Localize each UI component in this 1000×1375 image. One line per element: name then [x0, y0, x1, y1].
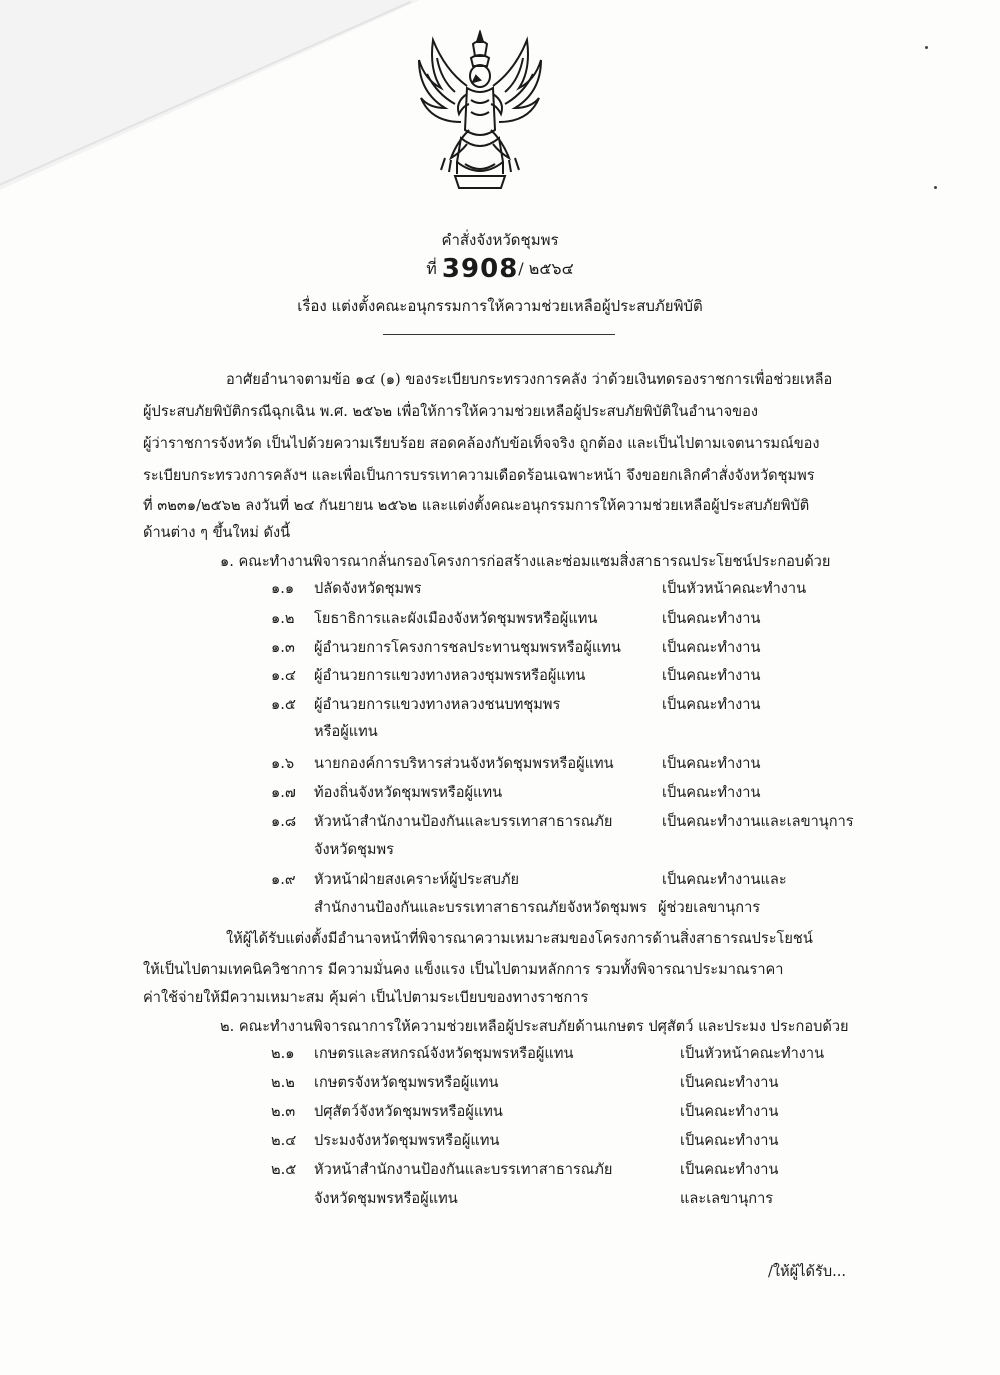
order-title: คำสั่งจังหวัดชุมพร — [441, 231, 559, 249]
item-role: เป็นคณะทำงาน — [662, 610, 761, 627]
item-name: ผู้อำนวยการแขวงทางหลวงชนบทชุมพร — [314, 696, 561, 713]
scan-speck — [925, 46, 928, 49]
item-number: ๑.๕ — [271, 696, 296, 713]
intro-line-2: ผู้ประสบภัยพิบัติกรณีฉุกเฉิน พ.ศ. ๒๕๖๒ เพื่อให้การให้ความช่วยเหลือผู้ประสบภัยพิบัติในอำนาจของ — [143, 403, 759, 420]
item-role: เป็นหัวหน้าคณะทำงาน — [662, 580, 807, 597]
intro-line-6: ด้านต่าง ๆ ขึ้นใหม่ ดังนี้ — [143, 524, 291, 541]
item-role: เป็นคณะทำงาน — [662, 755, 761, 772]
item-number: ๑.๓ — [271, 639, 295, 656]
item-role: เป็นคณะทำงาน — [662, 784, 761, 801]
item-number: ๒.๔ — [271, 1132, 297, 1149]
item-name: ปศุสัตว์จังหวัดชุมพรหรือผู้แทน — [314, 1103, 503, 1120]
page-fold-shadow — [0, 0, 420, 190]
item-role-continued: และเลขานุการ — [680, 1190, 774, 1207]
title-divider — [383, 334, 615, 335]
item-name-continued: หรือผู้แทน — [314, 723, 378, 740]
item-number: ๑.๙ — [271, 871, 296, 888]
order-number-prefix: ที่ — [426, 259, 437, 278]
scan-speck — [934, 186, 937, 189]
section1-duty-line-1: ให้ผู้ได้รับแต่งตั้งมีอำนาจหน้าที่พิจารณาความเหมาะสมของโครงการด้านสิ่งสาธารณประโยชน์ — [226, 930, 813, 947]
intro-line-4: ระเบียบกระทรวงการคลังฯ และเพื่อเป็นการบรรเทาความเดือดร้อนเฉพาะหน้า จึงขอยกเลิกคำสั่งจังหวัดชุมพร — [143, 467, 815, 484]
item-name: หัวหน้าสำนักงานป้องกันและบรรเทาสาธารณภัย — [314, 813, 613, 830]
item-role: เป็นหัวหน้าคณะทำงาน — [680, 1045, 825, 1062]
section1-duty-line-2: ให้เป็นไปตามเทคนิควิชาการ มีความมั่นคง แข็งแรง เป็นไปตามหลักการ รวมทั้งพิจารณาประมาณราคา — [143, 961, 784, 978]
intro-line-1: อาศัยอำนาจตามข้อ ๑๔ (๑) ของระเบียบกระทรวงการคลัง ว่าด้วยเงินทดรองราชการเพื่อช่วยเหลือ — [226, 371, 833, 388]
item-role: เป็นคณะทำงาน — [662, 696, 761, 713]
item-name: หัวหน้าฝ่ายสงเคราะห์ผู้ประสบภัย — [314, 871, 520, 888]
section1-duty-line-3: ค่าใช้จ่ายให้มีความเหมาะสม คุ้มค่า เป็นไปตามระเบียบของทางราชการ — [143, 989, 589, 1006]
item-role: เป็นคณะทำงานและ — [662, 871, 787, 888]
item-number: ๒.๑ — [271, 1045, 295, 1062]
item-number: ๒.๓ — [271, 1103, 296, 1120]
order-number — [0, 254, 1000, 284]
item-name-continued: จังหวัดชุมพรหรือผู้แทน — [314, 1190, 458, 1207]
intro-line-5: ที่ ๓๒๓๑/๒๕๖๒ ลงวันที่ ๒๔ กันยายน ๒๕๖๒ และแต่งตั้งคณะอนุกรรมการให้ความช่วยเหลือผู้ประสบภัยพิบัติ — [143, 497, 810, 514]
item-number: ๑.๑ — [271, 580, 295, 597]
item-role: เป็นคณะทำงาน — [662, 639, 761, 656]
item-number: ๑.๗ — [271, 784, 296, 801]
item-name: โยธาธิการและผังเมืองจังหวัดชุมพรหรือผู้แทน — [314, 610, 598, 627]
item-role: เป็นคณะทำงาน — [680, 1161, 779, 1178]
order-number-suffix: / ๒๕๖๔ — [518, 259, 574, 278]
item-number: ๑.๒ — [271, 610, 295, 627]
item-number: ๑.๖ — [271, 755, 295, 772]
item-name: ประมงจังหวัดชุมพรหรือผู้แทน — [314, 1132, 500, 1149]
item-number: ๒.๒ — [271, 1074, 295, 1091]
order-number-value: 3908 — [441, 254, 519, 284]
item-name: เกษตรจังหวัดชุมพรหรือผู้แทน — [314, 1074, 499, 1091]
item-name: ท้องถิ่นจังหวัดชุมพรหรือผู้แทน — [314, 784, 503, 801]
item-name: ปลัดจังหวัดชุมพร — [314, 580, 422, 597]
item-name-continued: จังหวัดชุมพร — [314, 841, 394, 858]
intro-line-3: ผู้ว่าราชการจังหวัด เป็นไปด้วยความเรียบร้อย สอดคล้องกับข้อเท็จจริง ถูกต้อง และเป็นไปตามเจตนารมณ์ของ — [143, 435, 820, 452]
item-role: เป็นคณะทำงาน — [680, 1074, 779, 1091]
garuda-emblem-icon — [415, 30, 545, 195]
item-role: เป็นคณะทำงาน — [680, 1103, 779, 1120]
item-role: เป็นคณะทำงาน — [680, 1132, 779, 1149]
item-name: หัวหน้าสำนักงานป้องกันและบรรเทาสาธารณภัย — [314, 1161, 613, 1178]
section1-heading: ๑. คณะทำงานพิจารณากลั่นกรองโครงการก่อสร้างและซ่อมแซมสิ่งสาธารณประโยชน์ประกอบด้วย — [220, 553, 831, 570]
item-number: ๑.๘ — [271, 813, 297, 830]
item-role: เป็นคณะทำงาน — [662, 667, 761, 684]
order-subject: เรื่อง แต่งตั้งคณะอนุกรรมการให้ความช่วยเหลือผู้ประสบภัยพิบัติ — [297, 297, 703, 315]
section2-heading: ๒. คณะทำงานพิจารณาการให้ความช่วยเหลือผู้ประสบภัยด้านเกษตร ปศุสัตว์ และประมง ประกอบด้วย — [220, 1018, 849, 1035]
item-name: เกษตรและสหกรณ์จังหวัดชุมพรหรือผู้แทน — [314, 1045, 574, 1062]
item-name: ผู้อำนวยการแขวงทางหลวงชุมพรหรือผู้แทน — [314, 667, 586, 684]
item-number: ๒.๕ — [271, 1161, 297, 1178]
item-role: เป็นคณะทำงานและเลขานุการ — [662, 813, 854, 830]
item-name-continued: สำนักงานป้องกันและบรรเทาสาธารณภัยจังหวัดชุมพร — [314, 899, 647, 916]
item-number: ๑.๔ — [271, 667, 296, 684]
item-role-continued: ผู้ช่วยเลขานุการ — [658, 899, 761, 916]
continued-next-page: /ให้ผู้ได้รับ... — [768, 1263, 847, 1280]
item-name: ผู้อำนวยการโครงการชลประทานชุมพรหรือผู้แทน — [314, 639, 621, 656]
item-name: นายกองค์การบริหารส่วนจังหวัดชุมพรหรือผู้แทน — [314, 755, 614, 772]
